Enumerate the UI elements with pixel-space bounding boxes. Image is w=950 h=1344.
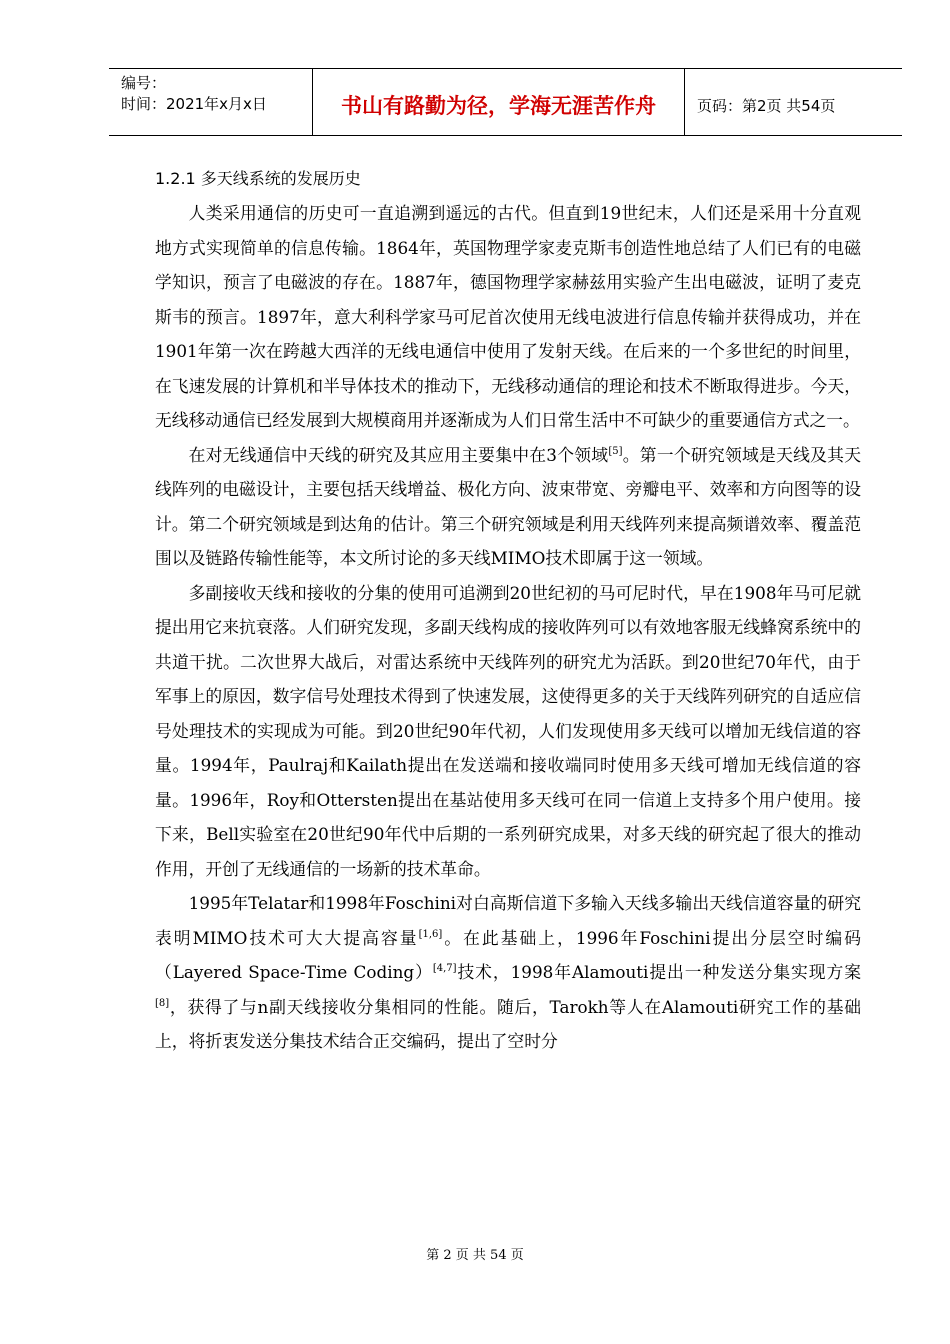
paragraph-diversity-history: 多副接收天线和接收的分集的使用可追溯到20世纪初的马可尼时代，早在1908年马可尼就提出用它来抗衰落。人们研究发现，多副天线构成的接收阵列可以有效地客服无线蜂窝系统中的共道干扰。二次世界大战后，对雷达系统中天线阵列的研究尤为活跃。到20世纪70年代，由于军事上的原因，数字信号处理技术得到了快速发展，这使得更多的关于天线阵列研究的自适应信号处理技术的实现成为可能。到20世纪90年代初，人们发现使用多天线可以增加无线信道的容量。1994年，Paulraj和Kailath提出在发送端和接收端同时使用多天线可增加无线信道的容量。1996年，Roy和Ottersten提出在基站使用多天线可在同一信道上支持多个用户使用。接下来，Bell实验室在20世纪90年代中后期的一系列研究成果，对多天线的研究起了很大的推动作用，开创了无线通信的一场新的技术革命。	[155, 582, 861, 879]
paragraph-mimo-capacity	[155, 886, 861, 1059]
paragraph-research-areas	[155, 438, 861, 576]
paragraph-text: 1995年Telatar和1998年Foschini对白高斯信道下多输入天线多输出天线信道容量的研究表明MIMO技术可大大提高容量	[155, 893, 861, 948]
header-page-info: 页码：第2页 共54页	[697, 96, 836, 115]
paragraph-text: ，获得了与n副天线接收分集相同的性能。随后，Tarokh等人在Alamouti研究工作的基础上，将折衷发送分集技术结合正交编码，提出了空时分	[155, 996, 861, 1051]
header-motto: 书山有路勤为径，学海无涯苦作舟	[313, 69, 685, 135]
citation: [5]	[608, 445, 623, 457]
citation: [1,6]	[418, 928, 443, 940]
paragraph-history: 人类采用通信的历史可一直追溯到遥远的古代。但直到19世纪末，人们还是采用十分直观地方式实现简单的信息传输。1864年，英国物理学家麦克斯韦创造性地总结了人们已有的电磁学知识，预言了电磁波的存在。1887年，德国物理学家赫兹用实验产生出电磁波，证明了麦克斯韦的预言。1897年，意大利科学家马可尼首次使用无线电波进行信息传输并获得成功，并在1901年第一次在跨越大西洋的无线电通信中使用了发射天线。在后来的一个多世纪的时间里，在飞速发展的计算机和半导体技术的推动下，无线移动通信的理论和技术不断取得进步。今天，无线移动通信已经发展到大规模商用并逐渐成为人们日常生活中不可缺少的重要通信方式之一。	[155, 203, 861, 430]
page-header	[109, 68, 902, 136]
citation: [8]	[155, 997, 170, 1009]
paragraph-text: 在对无线通信中天线的研究及其应用主要集中在3个领域	[188, 444, 609, 465]
citation: [4,7]	[432, 963, 457, 974]
section-title: 1.2.1 多天线系统的发展历史	[155, 169, 361, 188]
paragraph-text: 。第一个研究领域是天线及其天线阵列的电磁设计，主要包括天线增益、极化方向、波束带宽、旁瓣电平、效率和方向图等的设计。第二个研究领域是到达角的估计。第三个研究领域是利用天线阵列来提高频谱效率、覆盖范围以及链路传输性能等，本文所讨论的多天线MIMO技术即属于这一领域。	[155, 444, 861, 568]
document-body	[155, 162, 861, 1059]
paragraph-text: 。在此基础上，1996年Foschini提出分层空时编码（Layered Space-Time Coding）	[155, 927, 861, 982]
document-time: 时间：2021年x月x日	[121, 95, 267, 113]
page-footer: 第 2 页 共 54 页	[426, 1248, 524, 1263]
document-number-label: 编号：	[121, 74, 167, 92]
header-meta	[109, 69, 313, 135]
paragraph-text: 技术，1998年Alamouti提出一种发送分集实现方案	[456, 962, 861, 982]
